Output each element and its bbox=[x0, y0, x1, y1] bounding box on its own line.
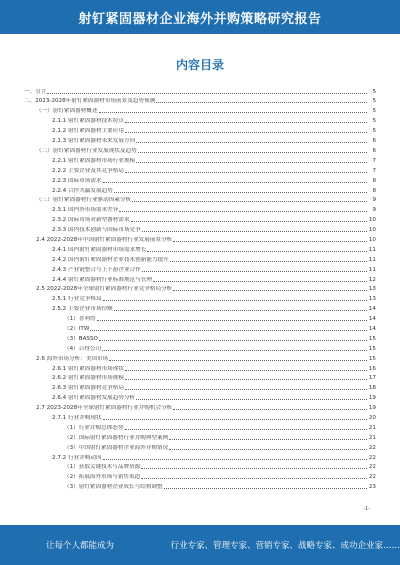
toc-entry-page: 22 bbox=[368, 444, 376, 451]
toc-entry[interactable] bbox=[24, 135, 376, 144]
toc-entry-title: （2）拓展海外市场与销售渠道 bbox=[64, 474, 141, 481]
toc-dot-leader bbox=[173, 240, 367, 242]
toc-entry-title: 2.4.3 产业链整合与上下游企业合作 bbox=[52, 266, 141, 273]
toc-entry-page: 10 bbox=[368, 227, 376, 234]
toc-entry[interactable] bbox=[24, 383, 376, 392]
toc-entry-page: 22 bbox=[368, 454, 376, 461]
page-number: -1- bbox=[363, 506, 370, 512]
report-header-bar bbox=[0, 0, 400, 34]
toc-dot-leader bbox=[125, 369, 367, 371]
toc-dot-leader bbox=[103, 181, 367, 183]
toc-entry-page: 21 bbox=[368, 434, 376, 441]
toc-dot-leader bbox=[136, 141, 367, 143]
toc-entry[interactable] bbox=[24, 393, 376, 402]
toc-entry[interactable] bbox=[24, 254, 376, 263]
toc-entry[interactable] bbox=[24, 284, 376, 293]
toc-entry-title: 2.6.1 射钉紧固器材市场现状 bbox=[52, 365, 124, 372]
toc-entry-page: 9 bbox=[372, 207, 376, 214]
toc-entry-title: 2.1.1 射钉紧固器材技术特点 bbox=[52, 118, 124, 125]
toc-entry-page: 22 bbox=[368, 464, 376, 471]
toc-entry-title: 2.3.1 国内外市场需求差异 bbox=[52, 207, 119, 214]
toc-entry-page: 7 bbox=[372, 157, 376, 164]
toc-entry-title: （3）射钉紧固器材企业成长与结构调整 bbox=[64, 484, 163, 491]
toc-dot-leader bbox=[141, 467, 367, 469]
toc-entry[interactable] bbox=[24, 333, 376, 342]
toc-entry[interactable] bbox=[24, 452, 376, 461]
toc-entry-page: 11 bbox=[368, 246, 376, 253]
toc-entry-page: 9 bbox=[372, 197, 376, 204]
toc-entry-page: 8 bbox=[372, 177, 376, 184]
toc-entry[interactable] bbox=[24, 86, 376, 95]
toc-entry-title: 2.5.2 主要企业市场份额 bbox=[52, 306, 113, 313]
toc-entry[interactable] bbox=[24, 126, 376, 135]
toc-entry[interactable] bbox=[24, 442, 376, 451]
toc-dot-leader bbox=[125, 378, 367, 380]
toc-entry-page: 16 bbox=[368, 365, 376, 372]
toc-dot-leader bbox=[114, 191, 367, 193]
toc-entry-title: （1）获取关键技术与品牌资源 bbox=[64, 464, 141, 471]
toc-entry[interactable] bbox=[24, 185, 376, 194]
toc-heading: 内容目录 bbox=[175, 58, 224, 72]
toc-entry-page: 5 bbox=[372, 98, 376, 105]
toc-dot-leader bbox=[103, 458, 367, 460]
toc-entry-page: 6 bbox=[372, 147, 376, 154]
toc-dot-leader bbox=[131, 220, 367, 222]
toc-dot-leader bbox=[170, 260, 367, 262]
toc-dot-leader bbox=[169, 438, 367, 440]
toc-entry-page: 22 bbox=[368, 474, 376, 481]
toc-entry[interactable] bbox=[24, 422, 376, 431]
toc-dot-leader bbox=[156, 101, 367, 103]
toc-dot-leader bbox=[97, 319, 367, 321]
toc-entry-page: 13 bbox=[368, 286, 376, 293]
toc-entry[interactable] bbox=[24, 274, 376, 283]
toc-entry-title: 2.3.2 国际市场对新型器材需求 bbox=[52, 217, 130, 224]
toc-dot-leader bbox=[173, 289, 367, 291]
toc-entry-page: 5 bbox=[372, 128, 376, 135]
toc-entry[interactable] bbox=[24, 482, 376, 491]
toc-entry-title: 2.4 2022-2028年中国射钉紧固器材行业发展前景分析 bbox=[36, 236, 173, 243]
toc-dot-leader bbox=[153, 280, 367, 282]
toc-entry-title: 2.6.2 射钉紧固器材市场规模 bbox=[52, 375, 124, 382]
toc-entry-page: 21 bbox=[368, 424, 376, 431]
report-title: 射钉紧固器材企业海外并购策略研究报告 bbox=[78, 11, 322, 27]
toc-dot-leader bbox=[132, 200, 367, 202]
toc-dot-leader bbox=[125, 121, 367, 123]
toc-dot-leader bbox=[125, 428, 368, 430]
toc-entry-page: 10 bbox=[368, 236, 376, 243]
toc-entry[interactable] bbox=[24, 403, 376, 412]
toc-entry[interactable] bbox=[24, 323, 376, 332]
footer-slogan-right: 行业专家、管理专家、营销专家、战略专家、成功企业家…… bbox=[170, 541, 400, 551]
toc-dot-leader bbox=[99, 339, 367, 341]
toc-entry[interactable] bbox=[24, 412, 376, 421]
toc-entry[interactable] bbox=[24, 294, 376, 303]
toc-entry-title: （一）射钉紧固器材概述 bbox=[36, 108, 98, 115]
toc-dot-leader bbox=[47, 92, 367, 94]
toc-dot-leader bbox=[142, 270, 367, 272]
toc-entry-title: 2.6.3 射钉紧固器材竞争格局 bbox=[52, 385, 124, 392]
toc-entry-page: 18 bbox=[368, 385, 376, 392]
toc-entry-page: 10 bbox=[368, 217, 376, 224]
toc-entry-title: （3）中国射钉紧固器材企业海外并购情况 bbox=[64, 444, 169, 451]
toc-entry-page: 15 bbox=[368, 355, 376, 362]
toc-entry-page: 11 bbox=[368, 266, 376, 273]
toc-entry-page: 20 bbox=[368, 414, 376, 421]
toc-entry[interactable] bbox=[24, 165, 376, 174]
toc-entry-title: 2.7.2 行业并购动因 bbox=[52, 454, 102, 461]
toc-entry-page: 14 bbox=[368, 316, 376, 323]
toc-entry-page: 19 bbox=[368, 395, 376, 402]
toc-entry-title: 2.5 2022-2028年全球射钉紧固器材行业竞争格局分析 bbox=[36, 286, 173, 293]
toc-entry-title: 2.2.2 主要企业及其竞争格局 bbox=[52, 167, 124, 174]
toc-entry-page: 5 bbox=[372, 118, 376, 125]
toc-entry[interactable] bbox=[24, 205, 376, 214]
toc-entry-page: 14 bbox=[368, 306, 376, 313]
toc-entry-title: （三）射钉紧固器材行业驱动因素分析 bbox=[36, 197, 132, 204]
toc-entry-title: 2.2.3 国际市场需求 bbox=[52, 177, 102, 184]
toc-entry[interactable] bbox=[24, 313, 376, 322]
toc-entry[interactable] bbox=[24, 155, 376, 164]
toc-dot-leader bbox=[99, 111, 367, 113]
toc-entry-title: 2.1.3 射钉紧固器材未来发展方向 bbox=[52, 138, 136, 145]
toc-dot-leader bbox=[103, 418, 367, 420]
toc-entry[interactable] bbox=[24, 304, 376, 313]
footer-banner bbox=[0, 525, 400, 565]
toc-entry-page: 19 bbox=[368, 405, 376, 412]
toc-entry[interactable] bbox=[24, 343, 376, 352]
toc-entry-title: 2.3.3 国内技术创新与国际市场竞争 bbox=[52, 227, 141, 234]
toc-dot-leader bbox=[103, 299, 367, 301]
toc-dot-leader bbox=[136, 161, 367, 163]
toc-entry[interactable] bbox=[24, 234, 376, 243]
toc-dot-leader bbox=[141, 477, 367, 479]
toc-dot-leader bbox=[114, 309, 367, 311]
toc-entry[interactable] bbox=[24, 264, 376, 273]
toc-entry-title: （1）喜利得 bbox=[64, 316, 96, 323]
toc-entry[interactable] bbox=[24, 106, 376, 115]
toc-entry-page: 23 bbox=[368, 484, 376, 491]
toc-entry-title: （二）射钉紧固器材行业发展现状及趋势 bbox=[36, 147, 137, 154]
toc-entry[interactable] bbox=[24, 116, 376, 125]
toc-entry-page: 7 bbox=[372, 167, 376, 174]
toc-dot-leader bbox=[142, 230, 367, 232]
toc-entry[interactable] bbox=[24, 215, 376, 224]
toc-entry-title: 2.7.1 行业并购现状 bbox=[52, 414, 102, 421]
toc-dot-leader bbox=[125, 131, 367, 133]
toc-entry-title: （4）百得公司 bbox=[64, 345, 102, 352]
toc-entry-page: 14 bbox=[368, 325, 376, 332]
toc-entry-title: 2.6 海外市场分析：美国市场 bbox=[36, 355, 109, 362]
toc-entry[interactable] bbox=[24, 96, 376, 105]
toc-entry-title: 二、2023-2028年射钉紧固器材市场前景及趋势预测 bbox=[24, 98, 156, 105]
toc-dot-leader bbox=[109, 359, 367, 361]
toc-entry-title: 2.4.2 国内射钉紧固器材企业技术创新能力提升 bbox=[52, 256, 169, 263]
toc-entry[interactable] bbox=[24, 432, 376, 441]
toc-entry-title: 2.7 2023-2028年全球射钉紧固器材行业并购机会分析 bbox=[36, 405, 173, 412]
toc-entry-page: 15 bbox=[368, 335, 376, 342]
toc-entry-title: （3）BASSO bbox=[64, 335, 98, 342]
toc-entry[interactable] bbox=[24, 462, 376, 471]
toc-entry[interactable] bbox=[24, 145, 376, 154]
toc-dot-leader bbox=[125, 171, 367, 173]
toc-entry-title: 2.4.1 国内射钉紧固器材市场需求增长 bbox=[52, 246, 147, 253]
toc-entry-title: （2）ITW bbox=[64, 325, 90, 332]
toc-entry-page: 13 bbox=[368, 296, 376, 303]
toc-dot-leader bbox=[136, 398, 367, 400]
toc-entry-page: 5 bbox=[372, 88, 376, 95]
toc-entry[interactable] bbox=[24, 224, 376, 233]
toc-entry-page: 11 bbox=[368, 256, 376, 263]
toc-entry[interactable] bbox=[24, 363, 376, 372]
toc-entry-title: 一、引言 bbox=[24, 88, 47, 95]
toc-page bbox=[24, 38, 376, 520]
toc-entry-title: 2.2.1 射钉紧固器材市场行业规模 bbox=[52, 157, 136, 164]
toc-entry[interactable] bbox=[24, 373, 376, 382]
toc-entry-page: 15 bbox=[368, 345, 376, 352]
toc-entry-page: 5 bbox=[372, 108, 376, 115]
toc-dot-leader bbox=[169, 448, 367, 450]
toc-entry[interactable] bbox=[24, 244, 376, 253]
toc-entry-title: 2.1.2 射钉紧固器材主要应用 bbox=[52, 128, 124, 135]
toc-dot-leader bbox=[102, 349, 367, 351]
toc-entry-page: 17 bbox=[368, 375, 376, 382]
toc-entry-page: 6 bbox=[372, 138, 376, 145]
toc-entry-title: （2）国际射钉紧固器材行业并购典型案例 bbox=[64, 434, 169, 441]
toc-entry-title: 2.4.4 射钉紧固器材行业标准规范与管理 bbox=[52, 276, 152, 283]
table-of-contents bbox=[24, 86, 376, 492]
toc-dot-leader bbox=[138, 151, 367, 153]
toc-dot-leader bbox=[147, 250, 367, 252]
toc-entry[interactable] bbox=[24, 353, 376, 362]
toc-dot-leader bbox=[125, 388, 367, 390]
toc-entry[interactable] bbox=[24, 195, 376, 204]
footer-slogan-left: 让每个人都能成为 bbox=[46, 541, 115, 551]
toc-entry-title: 2.6.4 射钉紧固器材发展趋势分析 bbox=[52, 395, 136, 402]
toc-entry-title: 2.5.1 行业竞争格局 bbox=[52, 296, 102, 303]
toc-entry[interactable] bbox=[24, 472, 376, 481]
toc-entry-title: 2.2.4 合作共赢发展趋势 bbox=[52, 187, 113, 194]
toc-entry-title: （1）行业并购总体态势 bbox=[64, 424, 124, 431]
toc-dot-leader bbox=[119, 210, 367, 212]
toc-entry[interactable] bbox=[24, 175, 376, 184]
toc-entry-page: 8 bbox=[372, 187, 376, 194]
toc-dot-leader bbox=[90, 329, 367, 331]
toc-entry-page: 12 bbox=[368, 276, 376, 283]
toc-dot-leader bbox=[173, 408, 367, 410]
toc-dot-leader bbox=[164, 487, 367, 489]
